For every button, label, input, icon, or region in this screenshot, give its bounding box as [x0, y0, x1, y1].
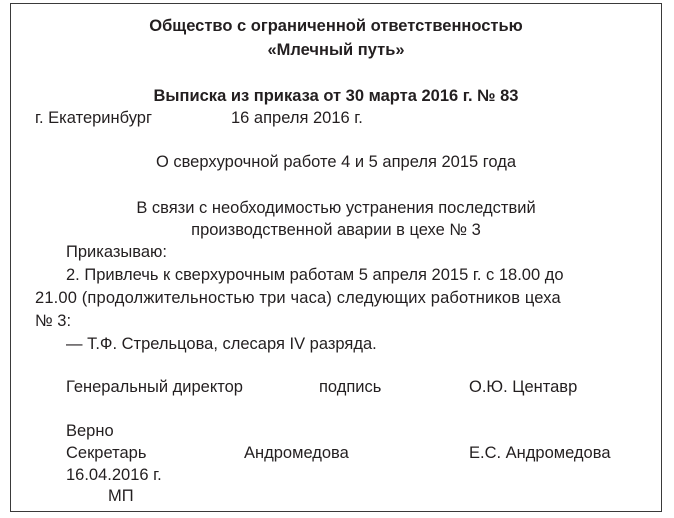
secretary-signature: Андромедова — [244, 444, 349, 462]
secretary-name: Е.С. Андромедова — [469, 444, 611, 462]
stamp-place: МП — [108, 487, 134, 505]
director-position: Генеральный директор — [66, 378, 243, 396]
order-item-line3: № 3: — [35, 312, 72, 330]
certification-date: 16.04.2016 г. — [66, 466, 162, 484]
order-word: Приказываю: — [66, 243, 167, 261]
reason-line2: производственной аварии в цехе № 3 — [191, 221, 481, 239]
secretary-position: Секретарь — [66, 444, 147, 462]
document-page — [10, 3, 662, 512]
director-name: О.Ю. Центавр — [469, 378, 578, 396]
document-date: 16 апреля 2016 г. — [231, 109, 363, 127]
company-name-line2: «Млечный путь» — [267, 41, 405, 59]
order-item-line1: 2. Привлечь к сверхурочным работам 5 апреля 2015 г. с 18.00 до — [66, 266, 564, 284]
order-subject: О сверхурочной работе 4 и 5 апреля 2015 года — [155, 153, 517, 171]
director-signature: подпись — [319, 378, 382, 396]
certification-verno: Верно — [66, 422, 114, 440]
city: г. Екатеринбург — [35, 109, 152, 127]
order-item-line2: 21.00 (продолжительностью три часа) следующих работников цеха — [35, 289, 561, 307]
worker-entry: — Т.Ф. Стрельцова, слесаря IV разряда. — [66, 335, 377, 353]
extract-title: Выписка из приказа от 30 марта 2016 г. № 83 — [153, 87, 519, 105]
company-name-line1: Общество с ограниченной ответственностью — [149, 17, 523, 35]
reason-line1: В связи с необходимостью устранения последствий — [136, 199, 536, 217]
